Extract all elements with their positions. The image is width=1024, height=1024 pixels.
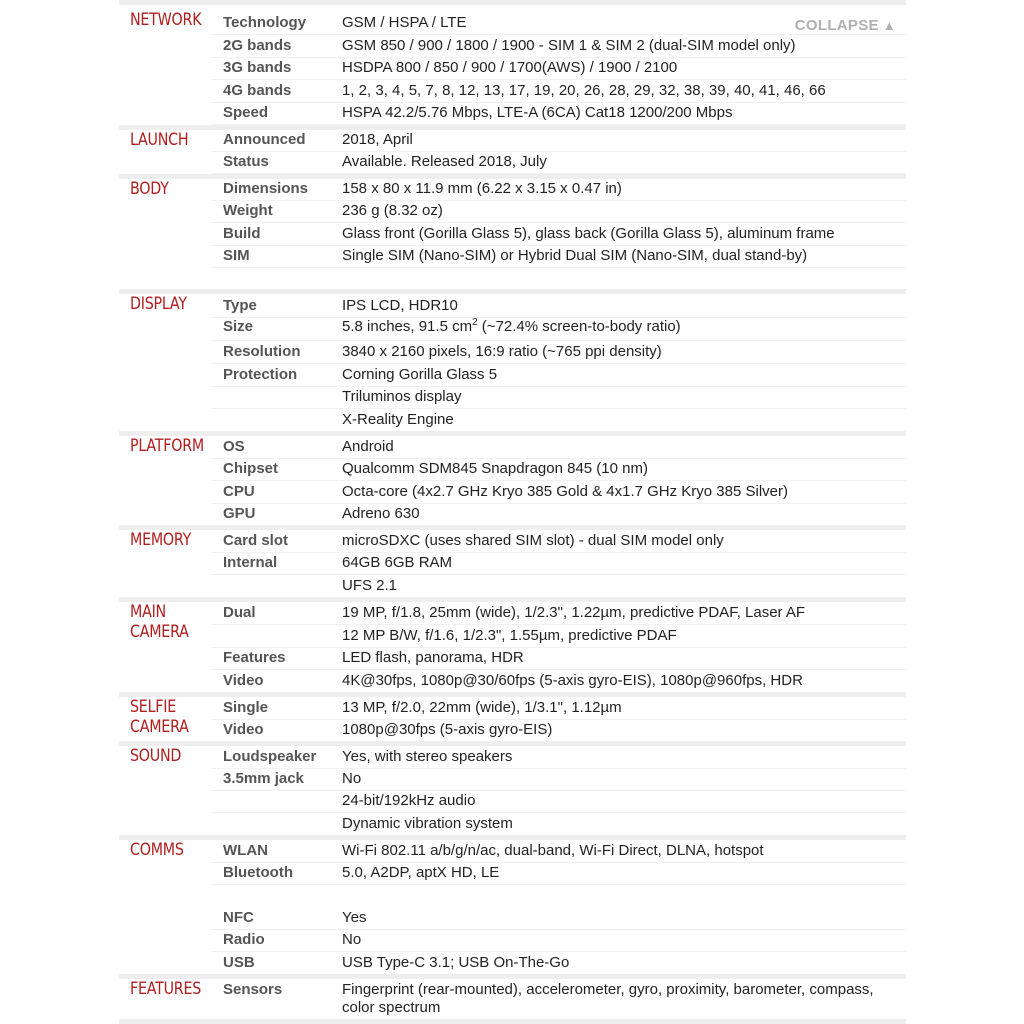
- spec-row: [211, 625, 906, 648]
- spec-label: NFC: [223, 909, 254, 926]
- spec-row: [211, 746, 906, 769]
- spec-label: Status: [223, 153, 269, 170]
- spec-label: CPU: [223, 483, 255, 500]
- spec-value: HSPA 42.2/5.76 Mbps, LTE-A (6CA) Cat18 1200/200 Mbps: [342, 104, 733, 121]
- section-title: DISPLAY: [130, 294, 187, 314]
- spec-row: [211, 178, 906, 201]
- spec-value: 3840 x 2160 pixels, 16:9 ratio (~765 ppi density): [342, 343, 662, 360]
- spec-row: [211, 768, 906, 791]
- spec-row: [211, 670, 906, 693]
- spec-value: Fingerprint (rear-mounted), accelerometer, gyro, proximity, barometer, compass, color spectrum: [342, 981, 874, 1016]
- spec-label: Speed: [223, 104, 269, 121]
- spec-label: 2G bands: [223, 37, 292, 54]
- spec-label: Sensors: [223, 981, 283, 998]
- spec-value: HSDPA 800 / 850 / 900 / 1700(AWS) / 1900 / 2100: [342, 59, 678, 76]
- spec-value: Single SIM (Nano-SIM) or Hybrid Dual SIM (Nano-SIM, dual stand-by): [342, 247, 808, 264]
- spec-row: [211, 575, 906, 598]
- spec-label: WLAN: [223, 842, 268, 859]
- spec-value-superscript: 2: [472, 317, 478, 328]
- spec-value: Qualcomm SDM845 Snapdragon 845 (10 nm): [342, 460, 648, 477]
- spec-row: [211, 647, 906, 670]
- spec-value: Triluminos display: [342, 388, 462, 405]
- spec-label: 3.5mm jack: [223, 770, 304, 787]
- spec-row: [211, 35, 906, 58]
- spec-label: SIM: [223, 247, 250, 264]
- spec-row: [211, 245, 906, 268]
- section-main-camera: [119, 597, 906, 692]
- section-title: NETWORK: [130, 10, 202, 30]
- spec-row: [211, 481, 906, 504]
- spec-label: GPU: [223, 505, 256, 522]
- spec-label: Single: [223, 699, 269, 716]
- spec-value: 236 g (8.32 oz): [342, 202, 443, 219]
- spec-label: USB: [223, 954, 255, 971]
- chevron-up-icon: ▲: [882, 18, 896, 33]
- spec-label: 4G bands: [223, 82, 292, 99]
- specs-table: [119, 0, 906, 1024]
- spec-value: Corning Gorilla Glass 5: [342, 366, 498, 383]
- section-divider: [119, 289, 906, 294]
- spec-value: Yes, with stereo speakers: [342, 748, 513, 765]
- spec-value: No: [342, 931, 362, 948]
- spec-label: Technology: [223, 14, 307, 31]
- section-sound: [119, 741, 906, 835]
- spec-label: Dual: [223, 604, 256, 621]
- spec-row: [211, 364, 906, 387]
- spec-value: 1080p@30fps (5-axis gyro-EIS): [342, 721, 553, 738]
- spec-label: Type: [223, 297, 257, 314]
- section-title: MEMORY: [130, 530, 192, 550]
- section-title: SOUND: [130, 746, 182, 766]
- spec-value: IPS LCD, HDR10: [342, 297, 458, 314]
- spec-row: [211, 840, 906, 863]
- spec-value: UFS 2.1: [342, 577, 398, 594]
- section-divider: [119, 1019, 906, 1024]
- spec-row: [211, 129, 906, 152]
- spec-value: X-Reality Engine: [342, 411, 454, 428]
- spec-value: GSM 850 / 900 / 1800 / 1900 - SIM 1 & SIM 2 (dual-SIM model only): [342, 37, 796, 54]
- spec-value: 64GB 6GB RAM: [342, 554, 453, 571]
- spec-row: [211, 530, 906, 553]
- spec-row: [211, 409, 906, 432]
- spec-value: Android: [342, 438, 394, 455]
- spec-value: GSM / HSPA / LTE: [342, 14, 467, 31]
- spec-value: LED flash, panorama, HDR: [342, 649, 524, 666]
- spec-row: [211, 552, 906, 575]
- spec-value: Octa-core (4x2.7 GHz Kryo 385 Gold & 4x1.7 GHz Kryo 385 Silver): [342, 483, 789, 500]
- spec-row: [211, 57, 906, 80]
- spec-label: Features: [223, 649, 286, 666]
- spec-value: microSDXC (uses shared SIM slot) - dual SIM model only: [342, 532, 724, 549]
- spec-row: [211, 929, 906, 952]
- spec-label: Internal: [223, 554, 278, 571]
- spec-row: [211, 223, 906, 246]
- spec-label: Loudspeaker: [223, 748, 317, 765]
- spec-row: [211, 200, 906, 223]
- section-title: PLATFORM: [130, 436, 204, 456]
- section-comms: [119, 835, 906, 974]
- spec-value: 158 x 80 x 11.9 mm (6.22 x 3.15 x 0.47 in): [342, 180, 622, 197]
- spec-label: Weight: [223, 202, 273, 219]
- section-title: MAIN CAMERA: [130, 602, 189, 642]
- spec-value: 24-bit/192kHz audio: [342, 792, 476, 809]
- section-launch: [119, 125, 906, 174]
- spec-label: Video: [223, 672, 264, 689]
- spec-value: No: [342, 770, 362, 787]
- section-title: BODY: [130, 179, 169, 199]
- spec-value-tail: (~72.4% screen-to-body ratio): [477, 318, 681, 335]
- section-title: LAUNCH: [130, 130, 189, 150]
- spec-row: [211, 386, 906, 409]
- spec-label: Bluetooth: [223, 864, 293, 881]
- spec-label: Video: [223, 721, 264, 738]
- spec-label: Protection: [223, 366, 298, 383]
- spec-value: Wi-Fi 802.11 a/b/g/n/ac, dual-band, Wi-Fi Direct, DLNA, hotspot: [342, 842, 764, 859]
- spec-row: [211, 151, 906, 174]
- spec-value: 13 MP, f/2.0, 22mm (wide), 1/3.1", 1.12µm: [342, 699, 622, 716]
- section-selfie-camera: [119, 692, 906, 741]
- spec-row: [211, 316, 906, 341]
- section-title: COMMS: [130, 840, 184, 860]
- spec-value: [342, 316, 902, 336]
- spec-value: 12 MP B/W, f/1.6, 1/2.3", 1.55µm, predictive PDAF: [342, 627, 677, 644]
- section-display: [119, 289, 906, 431]
- spec-label: Card slot: [223, 532, 289, 549]
- spec-row: [211, 341, 906, 364]
- spec-value: 1, 2, 3, 4, 5, 7, 8, 12, 13, 17, 19, 20, 26, 28, 29, 32, 38, 39, 40, 41, 46, 66: [342, 82, 826, 99]
- spec-value-text: 5.8 inches, 91.5 cm: [342, 318, 473, 335]
- spec-row: [211, 697, 906, 720]
- collapse-label: COLLAPSE: [794, 17, 879, 34]
- spec-label: Size: [223, 318, 254, 335]
- section-platform: [119, 431, 906, 525]
- spec-value: Dynamic vibration system: [342, 815, 513, 832]
- spec-label: Announced: [223, 131, 306, 148]
- spec-row: [211, 862, 906, 885]
- spec-label: Build: [223, 225, 261, 242]
- spec-value: Yes: [342, 909, 367, 926]
- section-title: FEATURES: [130, 979, 202, 999]
- section-body: [119, 174, 906, 289]
- section-network: [119, 5, 906, 125]
- spec-value: Glass front (Gorilla Glass 5), glass back (Gorilla Glass 5), aluminum frame: [342, 225, 835, 242]
- spec-value: 2018, April: [342, 131, 413, 148]
- spec-value: 19 MP, f/1.8, 25mm (wide), 1/2.3", 1.22µm, predictive PDAF, Laser AF: [342, 604, 806, 621]
- spec-row: [211, 952, 906, 975]
- spec-value: Adreno 630: [342, 505, 420, 522]
- spec-row: [211, 719, 906, 742]
- section-features: [119, 974, 906, 1024]
- spec-row: [211, 80, 906, 103]
- spec-label: Dimensions: [223, 180, 309, 197]
- spec-row: [211, 790, 906, 813]
- spec-row: [211, 503, 906, 526]
- spec-row: [211, 102, 906, 125]
- spec-row: [211, 813, 906, 836]
- section-memory: [119, 525, 906, 597]
- spec-label: OS: [223, 438, 245, 455]
- spec-value: Available. Released 2018, July: [342, 153, 547, 170]
- spec-value: USB Type-C 3.1; USB On-The-Go: [342, 954, 570, 971]
- section-title: SELFIE CAMERA: [130, 697, 189, 737]
- spec-row: [211, 436, 906, 459]
- spec-row: [211, 907, 906, 930]
- spec-value: 5.0, A2DP, aptX HD, LE: [342, 864, 500, 881]
- spec-label: Radio: [223, 931, 265, 948]
- spec-row: [211, 458, 906, 481]
- spec-row: [211, 602, 906, 625]
- spec-row: [211, 12, 906, 35]
- spec-value: 4K@30fps, 1080p@30/60fps (5-axis gyro-EIS), 1080p@960fps, HDR: [342, 672, 803, 689]
- spec-label: Resolution: [223, 343, 301, 360]
- spec-label: Chipset: [223, 460, 279, 477]
- spec-row: [211, 295, 906, 318]
- spec-row: [211, 979, 906, 1020]
- spec-label: 3G bands: [223, 59, 292, 76]
